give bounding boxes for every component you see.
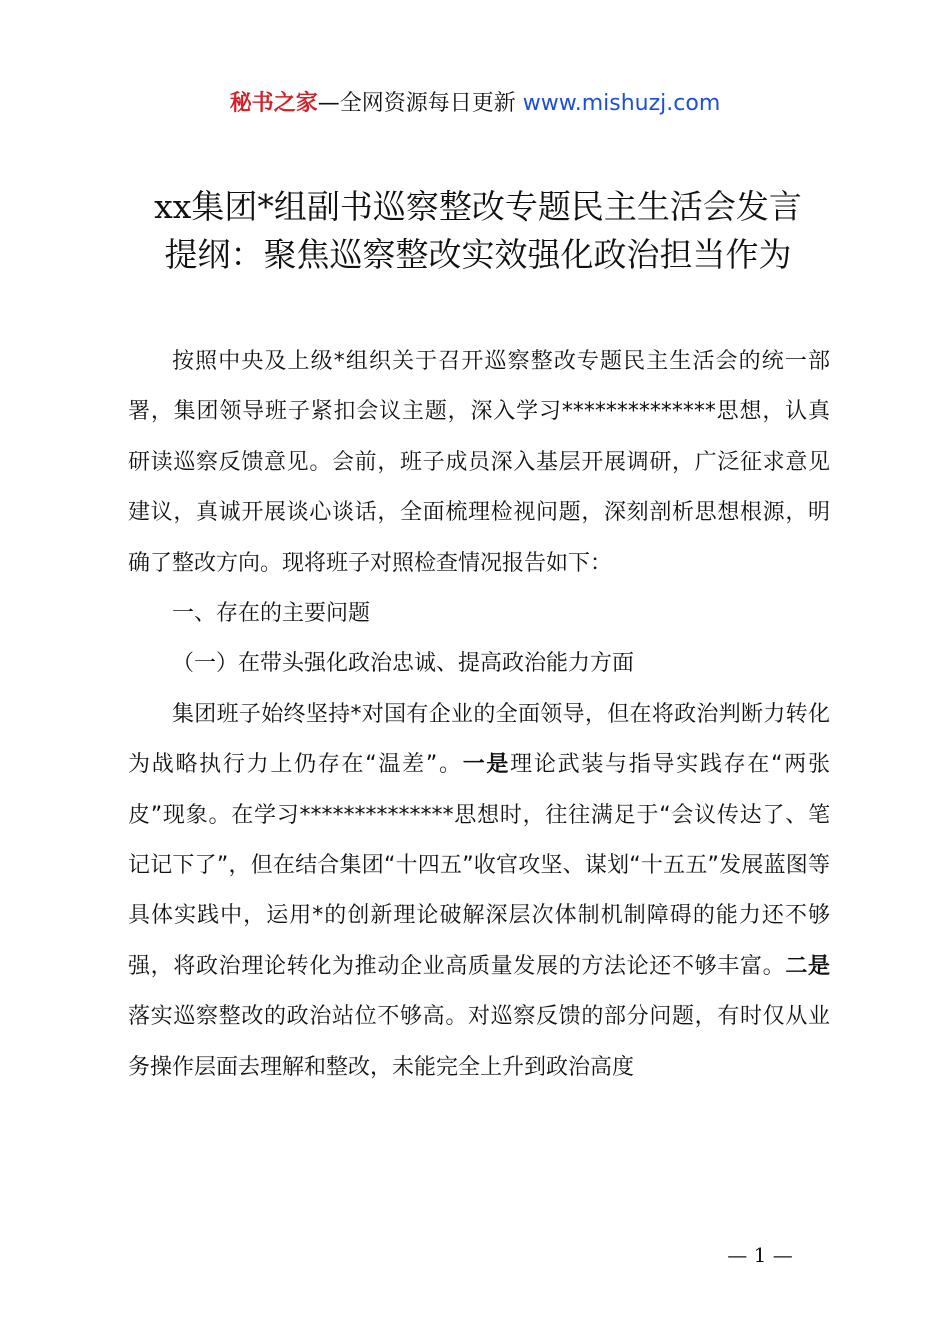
emphasis-marker: 一是	[462, 752, 511, 778]
page-number: — 1 —	[727, 1243, 793, 1267]
body-paragraph	[128, 690, 830, 1093]
document-title	[128, 183, 828, 279]
document-body	[128, 337, 830, 1093]
site-header	[0, 86, 950, 122]
paragraph-text: 集团班子始终坚持*对国有企业的全面领导，但在将政治判断力转化为战略执行力上仍存在“温差”。	[128, 701, 830, 778]
header-slogan: —全网资源每日更新	[317, 91, 523, 116]
brand-name: 秘书之家	[229, 91, 318, 116]
title-line-2: 提纲：聚焦巡察整改实效强化政治担当作为	[164, 235, 792, 274]
emphasis-marker: 二是	[785, 953, 830, 979]
paragraph-text: 理论武装与指导实践存在“两张皮”现象。在学习**************思想时，往往满足于“会议传达了、笔记记下了”，但在结合集团“十四五”收官攻坚、谋划“十五五”发展蓝图等具体实践中，运用*的创新理论破解深层次体制机制障碍的能力还不够强，将政治理论转化为推动企业高质量发展的方法论还不够丰富。	[128, 752, 830, 979]
subsection-heading: （一）在带头强化政治忠诚、提高政治能力方面	[172, 651, 635, 677]
site-url-link[interactable]: www.mishuzj.com	[522, 91, 721, 116]
paragraph-text: 落实巡察整改的政治站位不够高。对巡察反馈的部分问题，有时仅从业务操作层面去理解和整改，未能完全上升到政治高度	[128, 1004, 830, 1080]
title-line-1: xx集团*组副书巡察整改专题民主生活会发言	[154, 187, 802, 226]
intro-paragraph: 按照中央及上级*组织关于召开巡察整改专题民主生活会的统一部署，集团领导班子紧扣会议主题，深入学习**************思想，认真研读巡察反馈意见。会前，班子成员深入基层开展调研，广泛征求意见建议，真诚开展谈心谈话，全面梳理检视问题，深刻剖析思想根源，明确了整改方向。现将班子对照检查情况报告如下：	[128, 349, 830, 576]
section-heading: 一、存在的主要问题	[172, 601, 371, 627]
